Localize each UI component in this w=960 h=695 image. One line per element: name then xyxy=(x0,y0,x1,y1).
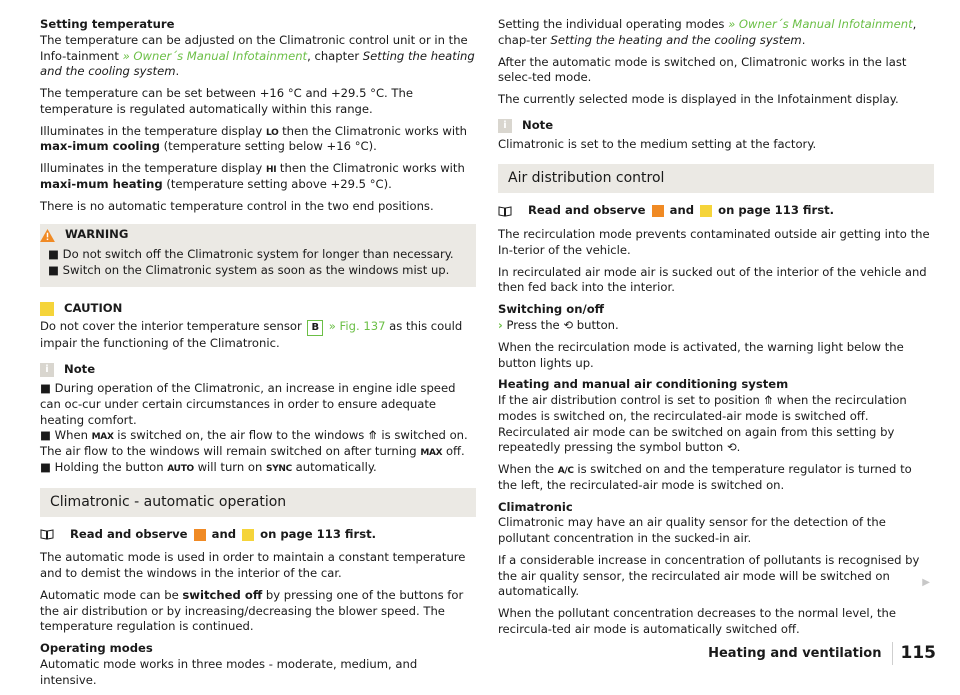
page-footer xyxy=(708,642,936,665)
section-automatic-operation: Climatronic - automatic operation xyxy=(40,488,476,517)
note-title: Note xyxy=(64,362,96,377)
section-air-distribution: Air distribution control xyxy=(498,164,934,193)
caution-ref-icon-2 xyxy=(700,205,712,217)
infotainment-manual-link-2[interactable]: » Owner´s Manual Infotainment xyxy=(728,17,913,31)
recirc-paragraph-2: In recirculated air mode air is sucked out of the interior of the vehicle and then fed back into the interior. xyxy=(498,264,927,295)
right-paragraph-1: Setting the individual operating modes » Owner´s Manual Infotainment, chap-ter Setting the heating and the cooling system. xyxy=(498,17,917,47)
recirculation-icon: ⟲ xyxy=(563,317,574,332)
climatronic-paragraph-1: Climatronic may have an air quality sensor for the detection of the pollutant concentration in the sucked-in air. xyxy=(498,515,886,546)
page-number: 115 xyxy=(892,642,937,665)
continue-arrow-icon: ▶ xyxy=(922,577,930,588)
fig-link[interactable]: » Fig. 137 xyxy=(325,319,386,334)
ac-icon: A/C xyxy=(557,466,574,477)
footer-title: Heating and ventilation xyxy=(708,645,882,661)
operating-modes-heading: Operating modes xyxy=(40,641,153,656)
climatronic-paragraph-2: If a considerable increase in concentration of pollutants is recognised by the air quality sensor, the recirculated air mode will be switched on automatically. xyxy=(498,552,920,599)
note-item-1: ■ During operation of the Climatronic, an increase in engine idle speed can oc-cur under certain circumstances in order to ensure adequate heating comfort. xyxy=(40,381,456,427)
setting-paragraph-3: Illuminates in the temperature display LO then the Climatronic works with max-imum cooling (temperature setting below +16 °C). xyxy=(40,123,467,154)
setting-paragraph-2: The temperature can be set between +16 °C and +29.5 °C. The temperature is regulated automatically within this range. xyxy=(40,86,413,116)
climatronic-paragraph-3: When the pollutant concentration decreases to the normal level, the recircula-ted air mode is automatically switched off. xyxy=(498,606,896,636)
infotainment-manual-link[interactable]: » Owner´s Manual Infotainment xyxy=(122,48,308,63)
caution-icon xyxy=(40,302,54,316)
sensor-key-badge: B xyxy=(307,320,323,336)
caution-header xyxy=(40,301,476,317)
windscreen-airflow-icon-2: ⤊ xyxy=(763,393,774,408)
note-header xyxy=(40,362,476,378)
max-defrost-icon: MAX xyxy=(91,432,114,443)
right-paragraph-3: The currently selected mode is displayed in the Infotainment display. xyxy=(498,92,899,107)
lo-icon: LO xyxy=(265,127,279,138)
right-column xyxy=(498,17,934,644)
right-note-title: Note xyxy=(522,117,554,132)
max-defrost-icon-2: MAX xyxy=(420,448,443,459)
setting-temperature-heading: Setting temperature xyxy=(40,17,175,31)
climatronic-heading: Climatronic xyxy=(498,499,573,514)
book-icon xyxy=(40,529,54,540)
auto-button-icon: AUTO xyxy=(167,463,194,474)
warning-box xyxy=(40,224,476,286)
auto-paragraph-2: Automatic mode can be switched off by pressing one of the buttons for the air distribution or by increasing/decreasing the blower speed. The temperature regulation is continued. xyxy=(40,587,464,634)
hi-icon: HI xyxy=(265,165,277,176)
warning-triangle-icon xyxy=(40,229,55,242)
caution-ref-icon xyxy=(242,529,254,541)
setting-paragraph-5: There is no automatic temperature control in the two end positions. xyxy=(40,198,434,213)
warning-ref-icon xyxy=(194,529,206,541)
auto-paragraph-1: The automatic mode is used in order to maintain a constant temperature and to demist the windows in the interior of the car. xyxy=(40,550,466,581)
windscreen-airflow-icon: ⤊ xyxy=(368,428,378,443)
operating-modes-text: Automatic mode works in three modes - moderate, medium, and intensive. xyxy=(40,657,418,687)
heating-paragraph: If the air distribution control is set to position ⤊ when the recirculation modes is switched on, the recirculated-air mode is switched off. Recirculated air mode can be switched on again from this setting by repeatedly pressing the symbol button ⟲. xyxy=(498,393,907,455)
recirculation-icon-2: ⟲ xyxy=(726,440,737,455)
switching-step: › Press the ⟲ button. xyxy=(498,317,619,332)
setting-paragraph-1: The temperature can be adjusted on the Climatronic control unit or in the Info-tainment » Owner´s Manual Infotainment, chapter Setting the heating and the cooling system. xyxy=(40,32,475,79)
warning-title: WARNING xyxy=(65,227,129,242)
book-icon-2 xyxy=(498,206,512,217)
info-icon-2: i xyxy=(498,119,512,133)
warning-ref-icon-2 xyxy=(652,205,664,217)
sync-icon: SYNC xyxy=(266,463,292,474)
caution-text: Do not cover the interior temperature sensor B » Fig. 137 as this could impair the functioning of the Climatronic. xyxy=(40,319,463,351)
note-item-2: ■ When MAX is switched on, the air flow to the windows ⤊ is switched on. The air flow to the windows will remain switched on after turning MAX off. xyxy=(40,428,468,459)
setting-paragraph-4: Illuminates in the temperature display HI then the Climatronic works with maxi-mum heating (temperature setting above +29.5 °C). xyxy=(40,161,465,191)
warning-item-1: ■ Do not switch off the Climatronic system for longer than necessary. xyxy=(48,247,454,262)
note-item-3: ■ Holding the button AUTO will turn on SYNC automatically. xyxy=(40,459,377,474)
right-note-text: Climatronic is set to the medium setting at the factory. xyxy=(498,136,817,151)
heating-heading: Heating and manual air conditioning system xyxy=(498,377,789,392)
switching-heading: Switching on/off xyxy=(498,302,605,317)
ac-paragraph: When the A/C is switched on and the temperature regulator is turned to the left, the recirculated-air mode is switched on. xyxy=(498,462,912,492)
recirc-paragraph-1: The recirculation mode prevents contaminated outside air getting into the In-terior of the vehicle. xyxy=(498,227,930,257)
left-column xyxy=(40,17,476,695)
right-paragraph-2: After the automatic mode is switched on, Climatronic works in the last selec-ted mode. xyxy=(498,54,907,85)
info-icon: i xyxy=(40,363,54,377)
read-observe-line: Read and observe and on page 113 first. xyxy=(40,527,476,543)
step-arrow-icon: › xyxy=(498,317,503,332)
read-observe-line-2: Read and observe and on page 113 first. xyxy=(498,203,934,219)
switching-paragraph-2: When the recirculation mode is activated, the warning light below the button lights up. xyxy=(498,339,904,370)
caution-title: CAUTION xyxy=(64,300,123,315)
warning-item-2: ■ Switch on the Climatronic system as soon as the windows mist up. xyxy=(48,262,450,277)
right-note-header xyxy=(498,118,934,134)
